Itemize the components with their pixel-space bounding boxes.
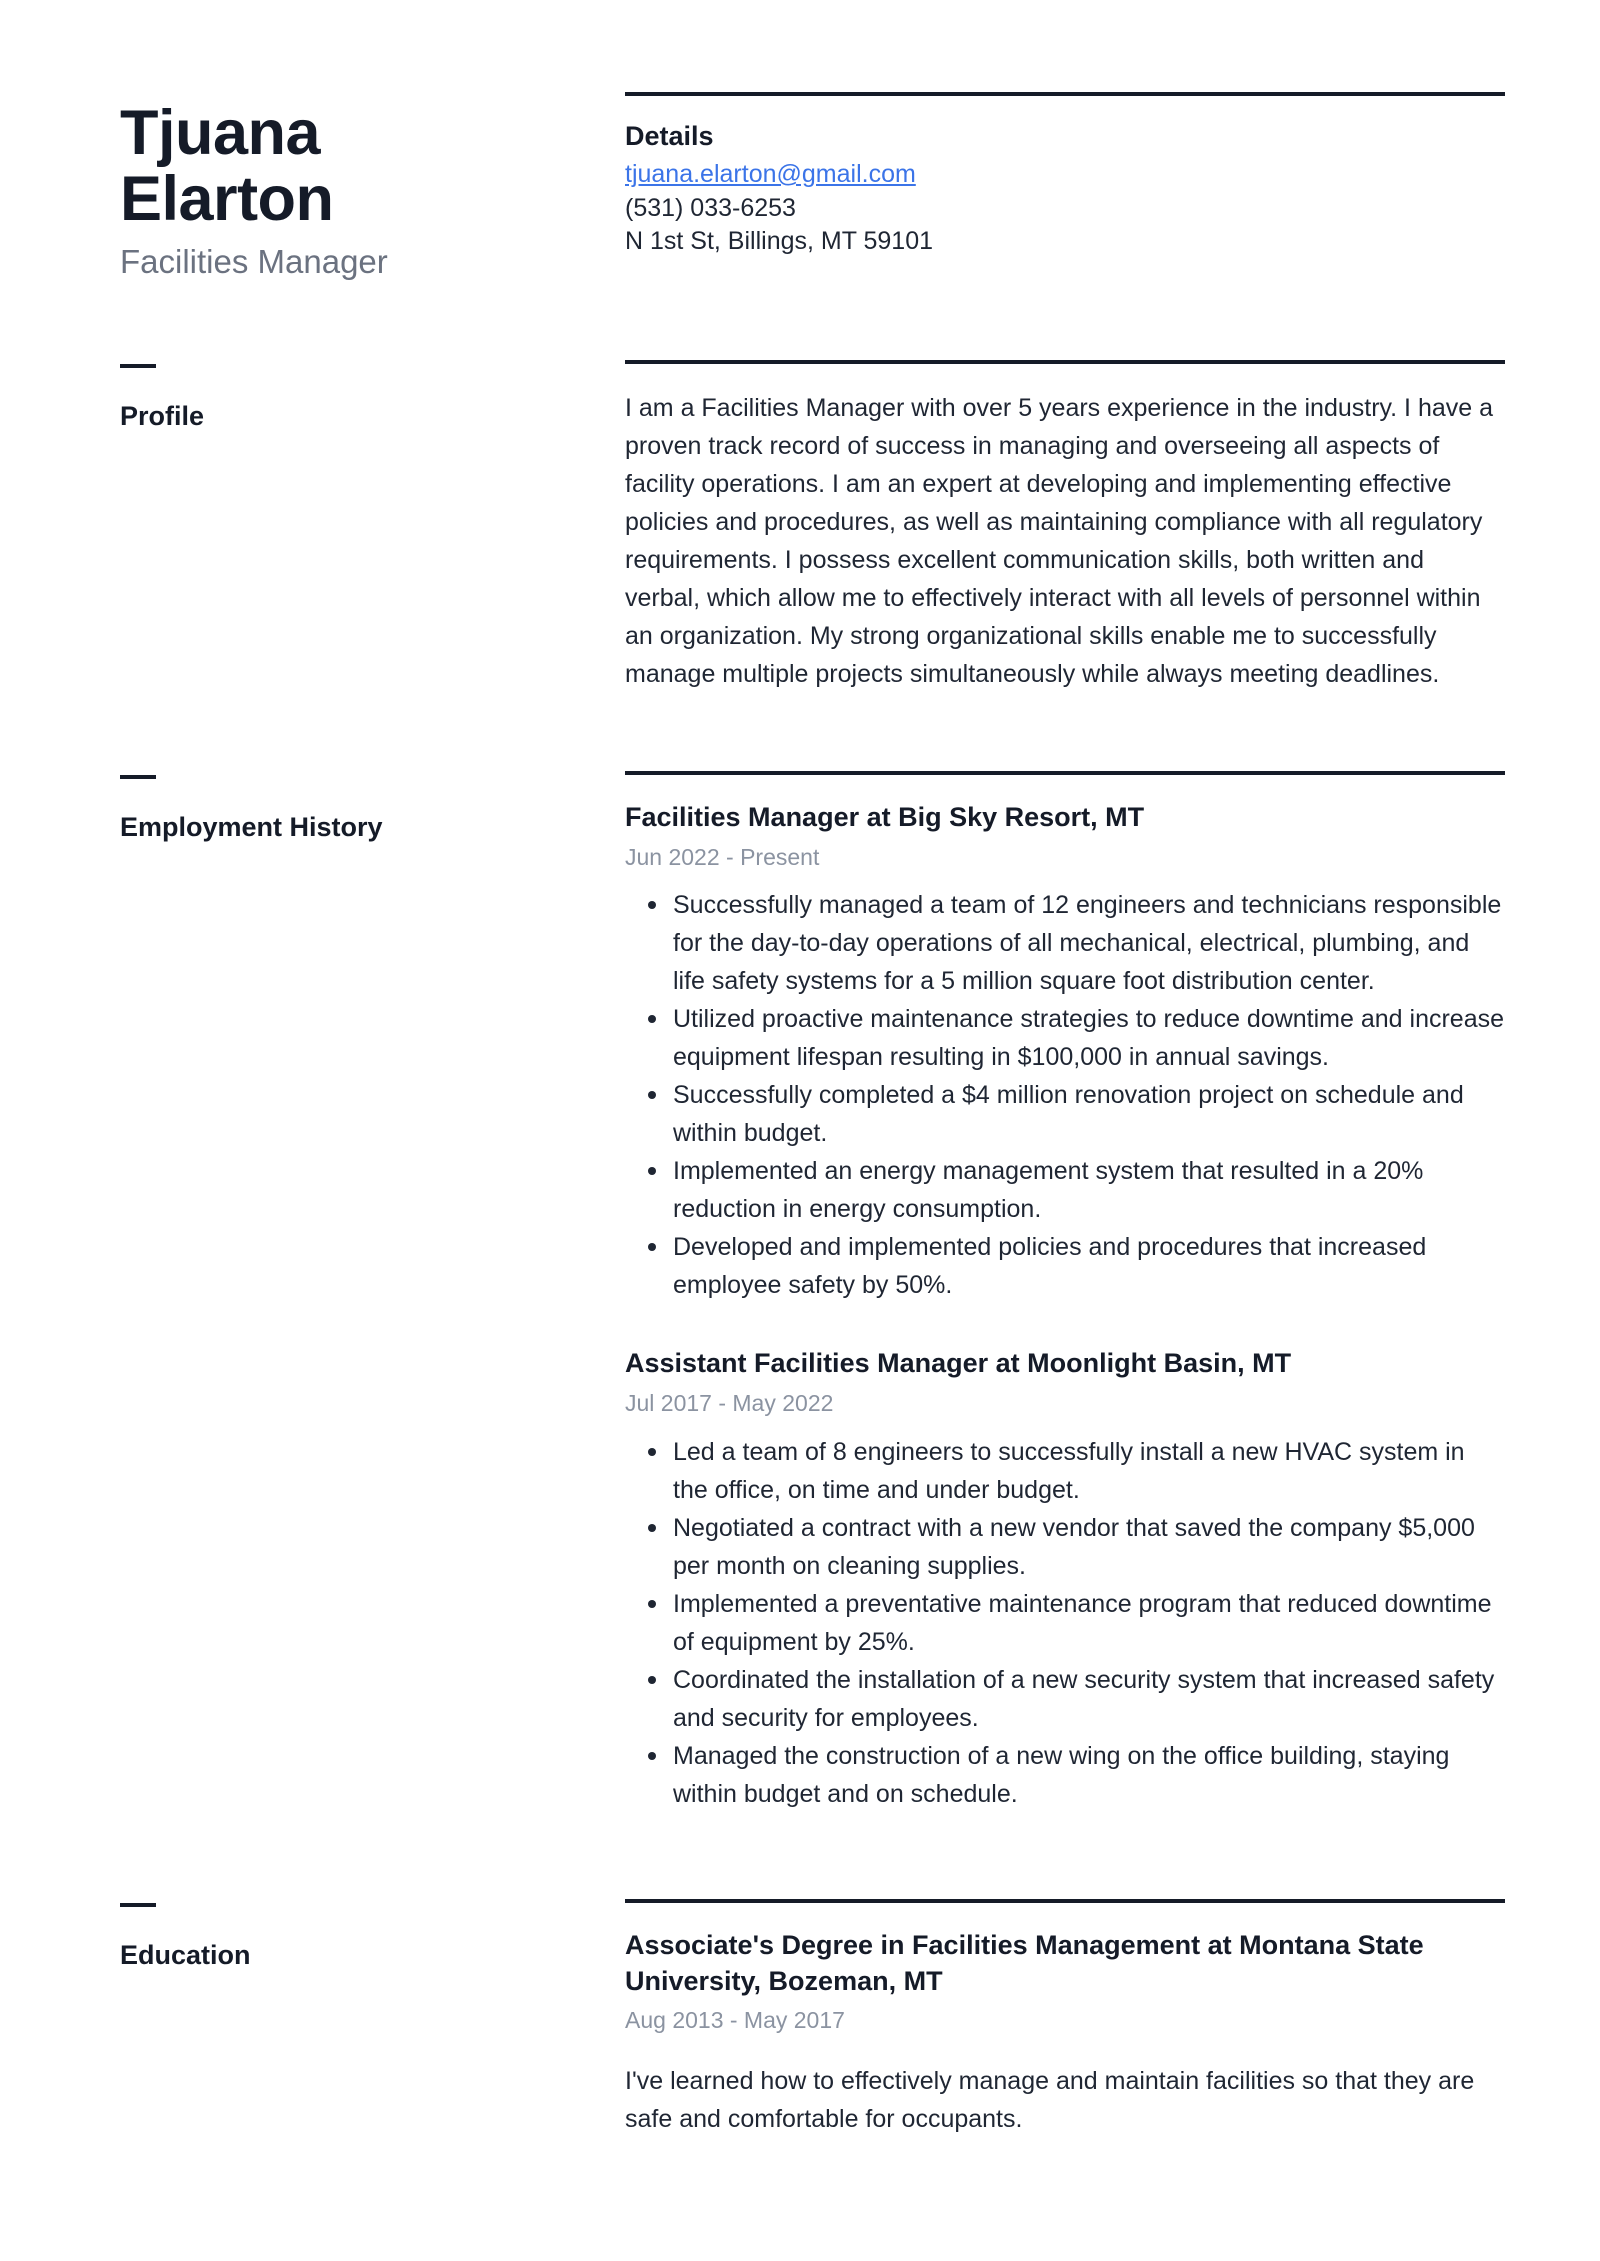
list-item: Utilized proactive maintenance strategies to reduce downtime and increase equipment lifespan resulting in $100,000 in annual savings. xyxy=(673,1000,1505,1076)
last-name: Elarton xyxy=(120,164,334,235)
education-entry xyxy=(625,1928,1505,2138)
profile-text: I am a Facilities Manager with over 5 years experience in the industry. I have a proven track record of success in managing and overseeing all aspects of facility operations. I am an expert at developing and implementing effective policies and procedures, as well as maintaining compliance with all regulatory requirements. I possess excellent communication skills, both written and verbal, which allow me to effectively interact with all levels of personnel within an organization. My strong organizational skills enable me to successfully manage multiple projects simultaneously while always meeting deadlines. xyxy=(625,393,1494,688)
employment-entry-bullets xyxy=(625,1433,1505,1813)
section-dash-icon xyxy=(120,364,156,368)
first-name: Tjuana xyxy=(120,98,321,168)
education-heading-column xyxy=(120,1899,625,1971)
details-column xyxy=(625,92,1505,259)
address-text: N 1st St, Billings, MT 59101 xyxy=(625,227,934,256)
section-dash-icon xyxy=(120,775,156,779)
resume-header xyxy=(120,92,1505,282)
profile-content-column xyxy=(625,360,1505,693)
employment-entry xyxy=(625,800,1505,1305)
employment-heading-column xyxy=(120,771,625,843)
identity-block xyxy=(120,92,625,282)
phone-text: (531) 033-6253 xyxy=(625,193,796,222)
education-heading: Education xyxy=(120,1939,251,1970)
employment-content-column xyxy=(625,771,1505,1813)
employment-entry-title: Assistant Facilities Manager at Moonlight Basin, MT xyxy=(625,1348,1292,1379)
employment-heading: Employment History xyxy=(120,811,383,842)
list-item: Coordinated the installation of a new security system that increased safety and security for employees. xyxy=(673,1661,1505,1737)
profile-section xyxy=(120,360,1505,693)
employment-entry-date: Jul 2017 - May 2022 xyxy=(625,1390,834,1417)
list-item: Managed the construction of a new wing on the office building, staying within budget and on schedule. xyxy=(673,1737,1505,1813)
employment-entry-bullets xyxy=(625,886,1505,1304)
employment-section xyxy=(120,771,1505,1813)
education-section xyxy=(120,1899,1505,2138)
list-item: Successfully managed a team of 12 engineers and technicians responsible for the day-to-day operations of all mechanical, electrical, plumbing, and life safety systems for a 5 million square foot distribution center. xyxy=(673,886,1505,1000)
education-entry-description: I've learned how to effectively manage and maintain facilities so that they are safe and comfortable for occupants. xyxy=(625,2067,1475,2134)
header-job-title: Facilities Manager xyxy=(120,243,388,281)
list-item: Implemented an energy management system that resulted in a 20% reduction in energy consumption. xyxy=(673,1152,1505,1228)
profile-heading-column xyxy=(120,360,625,432)
page-title xyxy=(120,98,625,235)
list-item: Implemented a preventative maintenance program that reduced downtime of equipment by 25%. xyxy=(673,1585,1505,1661)
details-block xyxy=(625,96,1505,259)
list-item: Led a team of 8 engineers to successfully install a new HVAC system in the office, on time and under budget. xyxy=(673,1433,1505,1509)
employment-entry xyxy=(625,1346,1505,1813)
section-dash-icon xyxy=(120,1903,156,1907)
details-heading: Details xyxy=(625,121,714,151)
employment-entry-date: Jun 2022 - Present xyxy=(625,843,820,870)
list-item: Developed and implemented policies and procedures that increased employee safety by 50%. xyxy=(673,1228,1505,1304)
list-item: Negotiated a contract with a new vendor that saved the company $5,000 per month on cleaning supplies. xyxy=(673,1509,1505,1585)
email-link[interactable]: tjuana.elarton@gmail.com xyxy=(625,160,916,189)
employment-entry-title: Facilities Manager at Big Sky Resort, MT xyxy=(625,801,1145,832)
profile-heading: Profile xyxy=(120,400,205,431)
education-entry-title: Associate's Degree in Facilities Management at Montana State University, Bozeman, MT xyxy=(625,1929,1424,1996)
education-entry-date: Aug 2013 - May 2017 xyxy=(625,2007,845,2034)
education-content-column xyxy=(625,1899,1505,2138)
list-item: Successfully completed a $4 million renovation project on schedule and within budget. xyxy=(673,1076,1505,1152)
